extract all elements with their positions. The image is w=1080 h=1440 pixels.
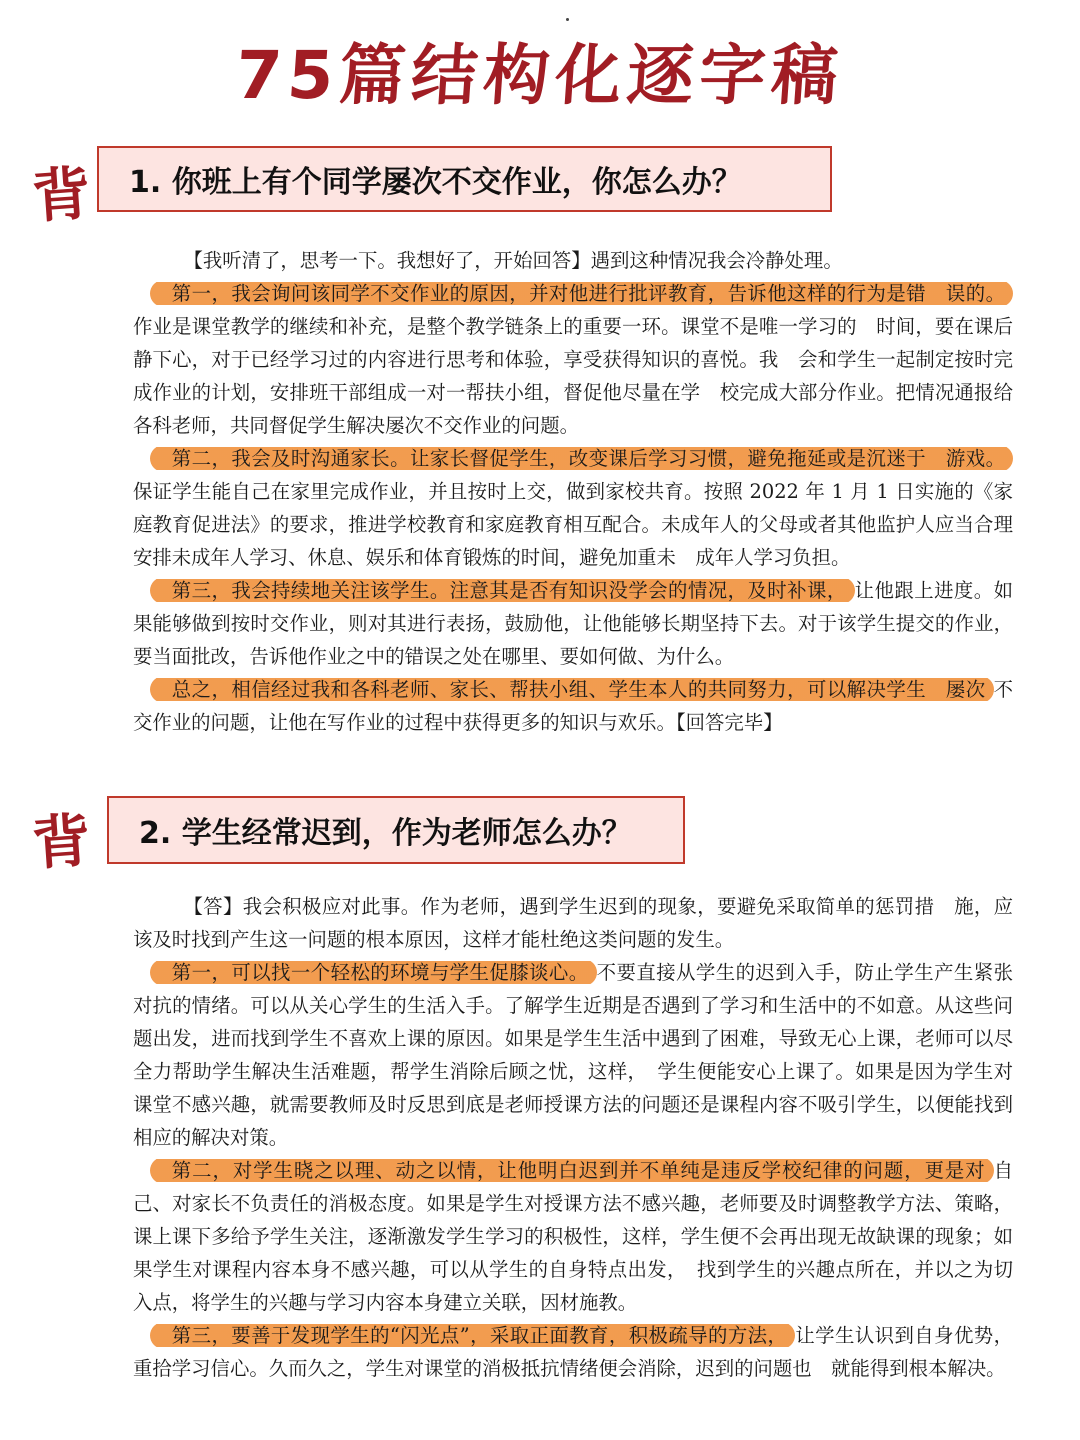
answer-2-point-2-highlight: 第二，对学生晓之以理、动之以情，让他明白迟到并不单纯是违反学校纪律的问题，更是对 [150, 1157, 994, 1184]
answer-1-paragraph-2 [133, 442, 1013, 574]
answer-2-paragraph-2 [133, 1154, 1013, 1319]
answer-2-point-3-text: 让学生认识到自身优势，重拾学习信心。久而久之，学生对课堂的消极抵抗情绪便会消除，迟到的问题也 就能得到根本解决。 [133, 1324, 1014, 1380]
answer-1-point-3-text: 让他跟上进度。如果能够做到按时交作业，则对其进行表扬，鼓励他，让他能够长期坚持下去。对于该学生提交的作业，要当面批改，告诉他作业之中的错误之处在哪里、要如何做、为什么。 [133, 579, 1014, 668]
answer-2-paragraph-1 [133, 956, 1013, 1154]
answer-1-summary-highlight: 总之，相信经过我和各科老师、家长、帮扶小组、学生本人的共同努力，可以解决学生 屡次 [150, 676, 994, 703]
bei-mark-1: 背 [30, 159, 93, 231]
page-title: 75篇结构化逐字稿 [232, 37, 847, 114]
answer-2-section [133, 890, 1013, 1385]
answer-1-point-1-text: 作业是课堂教学的继续和补充，是整个教学链条上的重要一环。课堂不是唯一学习的 时间，要在课后静下心，对于已经学习过的内容进行思考和体验，享受获得知识的喜悦。我 会和学生一起制定按时完成作业的计划，安排班干部组成一对一帮扶小组，督促他尽量在学 校完成大部分作业。把情况通报给各科老师，共同督促学生解决屡次不交作业的问题。 [133, 315, 1013, 437]
answer-1-paragraph-3 [133, 574, 1013, 673]
answer-1-paragraph-intro [133, 244, 1013, 277]
question-1-box [97, 146, 832, 212]
answer-2-point-1-highlight: 第一，可以找一个轻松的环境与学生促膝谈心。 [150, 959, 597, 986]
answer-1-paragraph-1 [133, 277, 1013, 442]
answer-1-summary-text: 不交作业的问题，让他在写作业的过程中获得更多的知识与欢乐。【回答完毕】 [133, 678, 1013, 734]
answer-1-section [133, 244, 1013, 739]
bei-mark-2: 背 [30, 806, 93, 878]
question-2-box [107, 796, 685, 864]
answer-1-paragraph-summary [133, 673, 1013, 739]
answer-2-point-1-text: 不要直接从学生的迟到入手，防止学生产生紧张对抗的情绪。可以从关心学生的生活入手。了解学生近期是否遇到了学习和生活中的不如意。从这些问题出发，进而找到学生不喜欢上课的原因。如果是学生生活中遇到了困难，导致无心上课，老师可以尽全力帮助学生解决生活难题，帮学生消除后顾之忧，这样， 学生便能安心上课了。如果是因为学生对课堂不感兴趣，就需要教师及时反思到底是老师授课方法的问题还是课程内容不吸引学生，以便能找到相应的解决对策。 [133, 961, 1014, 1149]
answer-1-intro-text: 【我听清了，思考一下。我想好了，开始回答】遇到这种情况我会冷静处理。 [183, 249, 843, 272]
answer-2-point-2-text: 自己、对家长不负责任的消极态度。如果是学生对授课方法不感兴趣，老师要及时调整教学方法、策略，课上课下多给予学生关注，逐渐激发学生学习的积极性，这样，学生便不会再出现无故缺课的现象；如果学生对课程内容本身不感兴趣，可以从学生的自身特点出发， 找到学生的兴趣点所在，并以之为切入点，将学生的兴趣与学习内容本身建立关联，因材施教。 [133, 1159, 1013, 1314]
answer-1-point-1-highlight: 第一，我会询问该同学不交作业的原因，并对他进行批评教育，告诉他这样的行为是错 误的。 [150, 280, 1013, 307]
answer-1-point-2-text: 保证学生能自己在家里完成作业，并且按时上交，做到家校共育。按照 2022 年 1 月 1 日实施的《家庭教育促进法》的要求，推进学校教育和家庭教育相互配合。未成年人的父母或者其他监护人应当合理安排未成年人学习、休息、娱乐和体育锻炼的时间，避免加重未 成年人学习负担。 [133, 480, 1013, 569]
answer-2-intro-text: 【答】我会积极应对此事。作为老师，遇到学生迟到的现象，要避免采取简单的惩罚措 施，应该及时找到产生这一问题的根本原因，这样才能杜绝这类问题的发生。 [133, 895, 1013, 951]
answer-2-paragraph-intro [133, 890, 1013, 956]
answer-2-paragraph-3 [133, 1319, 1013, 1385]
top-dot [566, 18, 569, 21]
question-1-title: 1. 你班上有个同学屡次不交作业，你怎么办？ [129, 165, 742, 200]
answer-1-point-2-highlight: 第二，我会及时沟通家长。让家长督促学生，改变课后学习习惯，避免拖延或是沉迷于 游戏。 [150, 445, 1013, 472]
question-2-title: 2. 学生经常迟到，作为老师怎么办？ [139, 816, 632, 851]
answer-1-point-3-highlight: 第三，我会持续地关注该学生。注意其是否有知识没学会的情况，及时补课， [150, 577, 855, 604]
answer-2-point-3-highlight: 第三，要善于发现学生的“闪光点”，采取正面教育，积极疏导的方法， [150, 1322, 796, 1349]
